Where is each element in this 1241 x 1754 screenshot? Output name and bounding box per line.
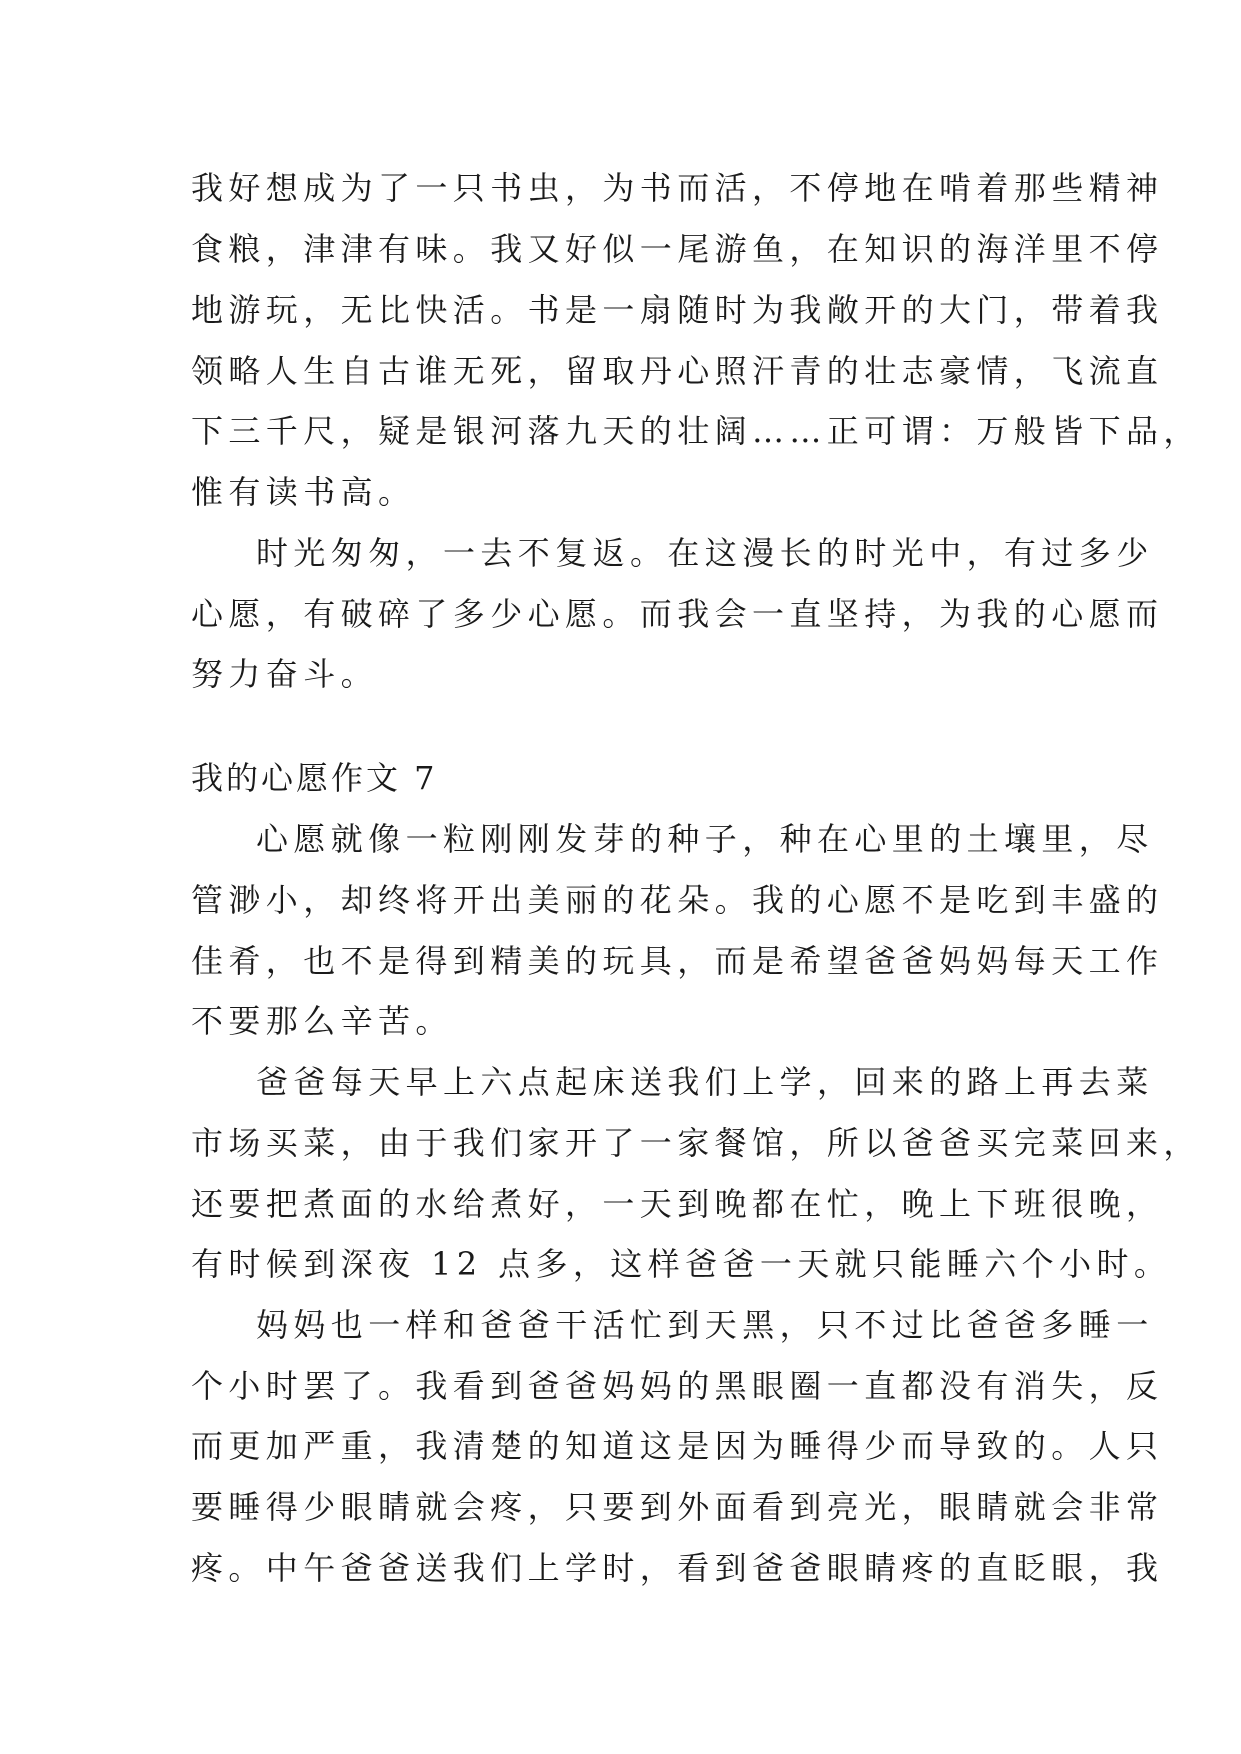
text-line: 地游玩，无比快活。书是一扇随时为我敞开的大门，带着我 [191,291,1164,329]
text-line: 市场买菜，由于我们家开了一家餐馆，所以爸爸买完菜回来， [191,1124,1201,1162]
text-line: 下三千尺，疑是银河落九天的壮阔……正可谓：万般皆下品， [191,412,1201,450]
text-line: 领略人生自古谁无死，留取丹心照汗青的壮志豪情，飞流直 [191,352,1164,390]
text-line: 有时候到深夜 12 点多，这样爸爸一天就只能睡六个小时。 [191,1245,1172,1283]
text-line: 努力奋斗。 [191,655,379,693]
text-line: 我好想成为了一只书虫，为书而活，不停地在啃着那些精神 [191,169,1164,207]
text-line: 不要那么辛苦。 [191,1002,453,1040]
text-line: 妈妈也一样和爸爸干活忙到天黑，只不过比爸爸多睡一 [256,1306,1154,1344]
text-line: 惟有读书高。 [191,473,416,511]
section-heading: 我的心愿作文 7 [191,759,438,797]
text-line: 心愿就像一粒刚刚发芽的种子，种在心里的土壤里，尽 [256,820,1154,858]
text-line: 佳肴，也不是得到精美的玩具，而是希望爸爸妈妈每天工作 [191,942,1164,980]
text-line: 疼。中午爸爸送我们上学时，看到爸爸眼睛疼的直眨眼，我 [191,1549,1164,1587]
text-line: 爸爸每天早上六点起床送我们上学，回来的路上再去菜 [256,1063,1154,1101]
text-line: 而更加严重，我清楚的知道这是因为睡得少而导致的。人只 [191,1427,1164,1465]
text-line: 还要把煮面的水给煮好，一天到晚都在忙，晚上下班很晚， [191,1185,1164,1223]
text-line: 食粮，津津有味。我又好似一尾游鱼，在知识的海洋里不停 [191,230,1164,268]
text-line: 心愿，有破碎了多少心愿。而我会一直坚持，为我的心愿而 [191,595,1164,633]
text-line: 时光匆匆，一去不复返。在这漫长的时光中，有过多少 [256,534,1154,572]
text-line: 管渺小，却终将开出美丽的花朵。我的心愿不是吃到丰盛的 [191,881,1164,919]
text-line: 个小时罢了。我看到爸爸妈妈的黑眼圈一直都没有消失，反 [191,1367,1164,1405]
text-line: 要睡得少眼睛就会疼，只要到外面看到亮光，眼睛就会非常 [191,1488,1164,1526]
